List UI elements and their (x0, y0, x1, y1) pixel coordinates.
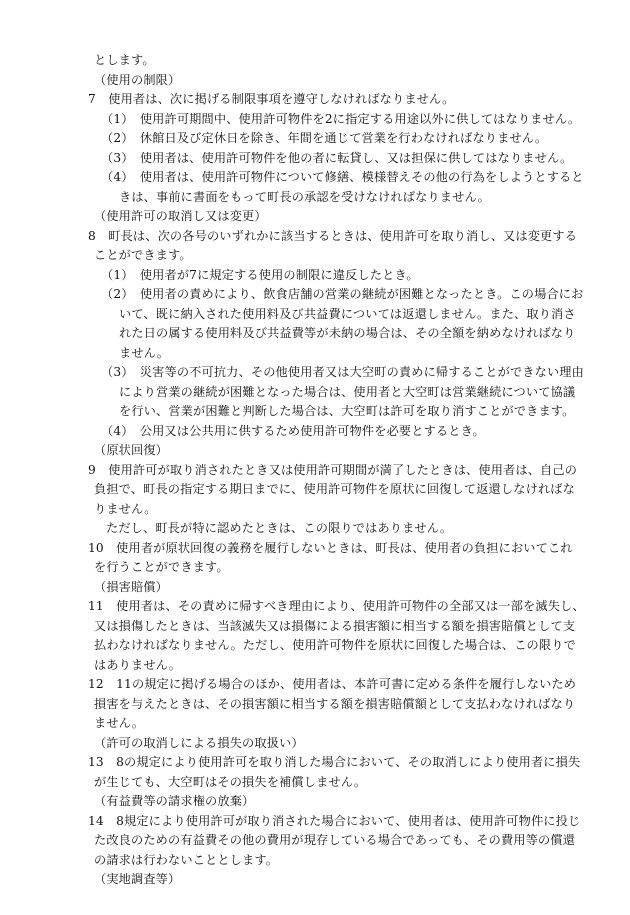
text-line: ただし、町長が特に認めたときは、この限りではありません。 (106, 521, 453, 535)
list-item: （2） 使用者の責めにより、飲食店舗の営業の継続が困難となったとき。この場合にお (101, 287, 584, 301)
text-line: とします。 (94, 53, 155, 67)
section-heading: （使用許可の取消し又は変更） (94, 209, 267, 223)
list-item: （1） 使用許可期間中、使用許可物件を2に指定する用途以外に供してはなりません。 (101, 112, 581, 126)
list-item: （4） 使用者は、使用許可物件について修繕、模様替えその他の行為をしようとすると (101, 170, 584, 184)
list-item: （3） 使用者は、使用許可物件を他の者に転貸し、又は担保に供してはなりません。 (101, 151, 573, 165)
clause-7: 7 使用者は、次に掲げる制限事項を遵守しなければなりません。 (88, 92, 455, 106)
section-heading: （使用の制限） (94, 73, 181, 87)
text-line: れた日の属する使用料及び共益費等が未納の場合は、その全額を納めなければなり (119, 326, 576, 340)
text-line: 又は損傷したときは、当該滅失又は損傷による損害額に相当する額を損害賠償として支 (94, 619, 576, 633)
clause-14: 14 8規定により使用許可が取り消された場合において、使用者は、使用許可物件に投じ (88, 814, 581, 828)
text-line: の請求は行わないこととします。 (94, 853, 279, 867)
text-line: 払わなければなりません。ただし、使用許可物件を原状に回復した場合は、この限りで (94, 638, 576, 652)
clause-12: 12 11の規定に掲げる場合のほか、使用者は、本許可書に定める条件を履行しないため (88, 677, 577, 691)
clause-11: 11 使用者は、その責めに帰すべき理由により、使用許可物件の全部又は一部を滅失し、 (88, 599, 585, 613)
text-line: 負担で、町長の指定する期日までに、使用許可物件を原状に回復して返還しなければな (94, 482, 575, 496)
list-item: （3） 災害等の不可抗力、その他使用者又は大空町の責めに帰することができない理由 (101, 365, 584, 379)
list-item: （1） 使用者が7に規定する使用の制限に違反したとき。 (101, 268, 419, 282)
text-line: を行うことができます。 (94, 560, 229, 574)
text-line: により営業の継続が困難となった場合は、使用者と大空町は営業継続について協議 (119, 385, 576, 399)
clause-10: 10 使用者が原状回復の義務を履行しないときは、町長は、使用者の負担においてこれ (88, 541, 573, 555)
section-heading: （損害賠償） (94, 580, 169, 594)
text-line: ません。 (94, 716, 145, 730)
section-heading: （原状回復） (94, 443, 169, 457)
clause-8: 8 町長は、次の各号のいずれかに該当するときは、使用許可を取り消し、又は変更する (88, 229, 578, 243)
text-line: りません。 (94, 502, 157, 516)
list-item: （2） 休館日及び定休日を除き、年間を通じて営業を行わなければなりません。 (101, 131, 548, 145)
text-line: た改良のための有益費その他の費用が現存している場合であっても、その費用等の償還 (94, 833, 576, 847)
section-heading: （実地調査等） (94, 872, 181, 886)
text-line: ことができます。 (94, 248, 192, 262)
text-line: ません。 (119, 346, 170, 360)
text-line: いて、既に納入された使用料及び共益費については返還しません。また、取り消さ (119, 307, 576, 321)
text-line: はありません。 (94, 658, 182, 672)
text-line: が生じても、大空町はその損失を補償しません。 (94, 775, 367, 789)
section-heading: （有益費等の請求権の放棄） (94, 794, 255, 808)
list-item: （4） 公用又は公共用に供するため使用許可物件を必要とするとき。 (101, 424, 485, 438)
text-line: を行い、営業が困難と判断した場合は、大空町は許可を取り消すことができます。 (119, 404, 575, 418)
text-line: きは、事前に書面をもって町長の承認を受けなければなりません。 (119, 190, 490, 204)
clause-13: 13 8の規定により使用許可を取り消した場合において、その取消しにより使用者に損失 (88, 755, 581, 769)
section-heading: （許可の取消しによる損失の取扱い） (94, 736, 304, 750)
text-line: 損害を与えたときは、その損害額に相当する額を損害賠償額として支払わなければなり (94, 697, 576, 711)
clause-9: 9 使用許可が取り消されたとき又は使用許可期間が満了したときは、使用者は、自己の (88, 463, 578, 477)
